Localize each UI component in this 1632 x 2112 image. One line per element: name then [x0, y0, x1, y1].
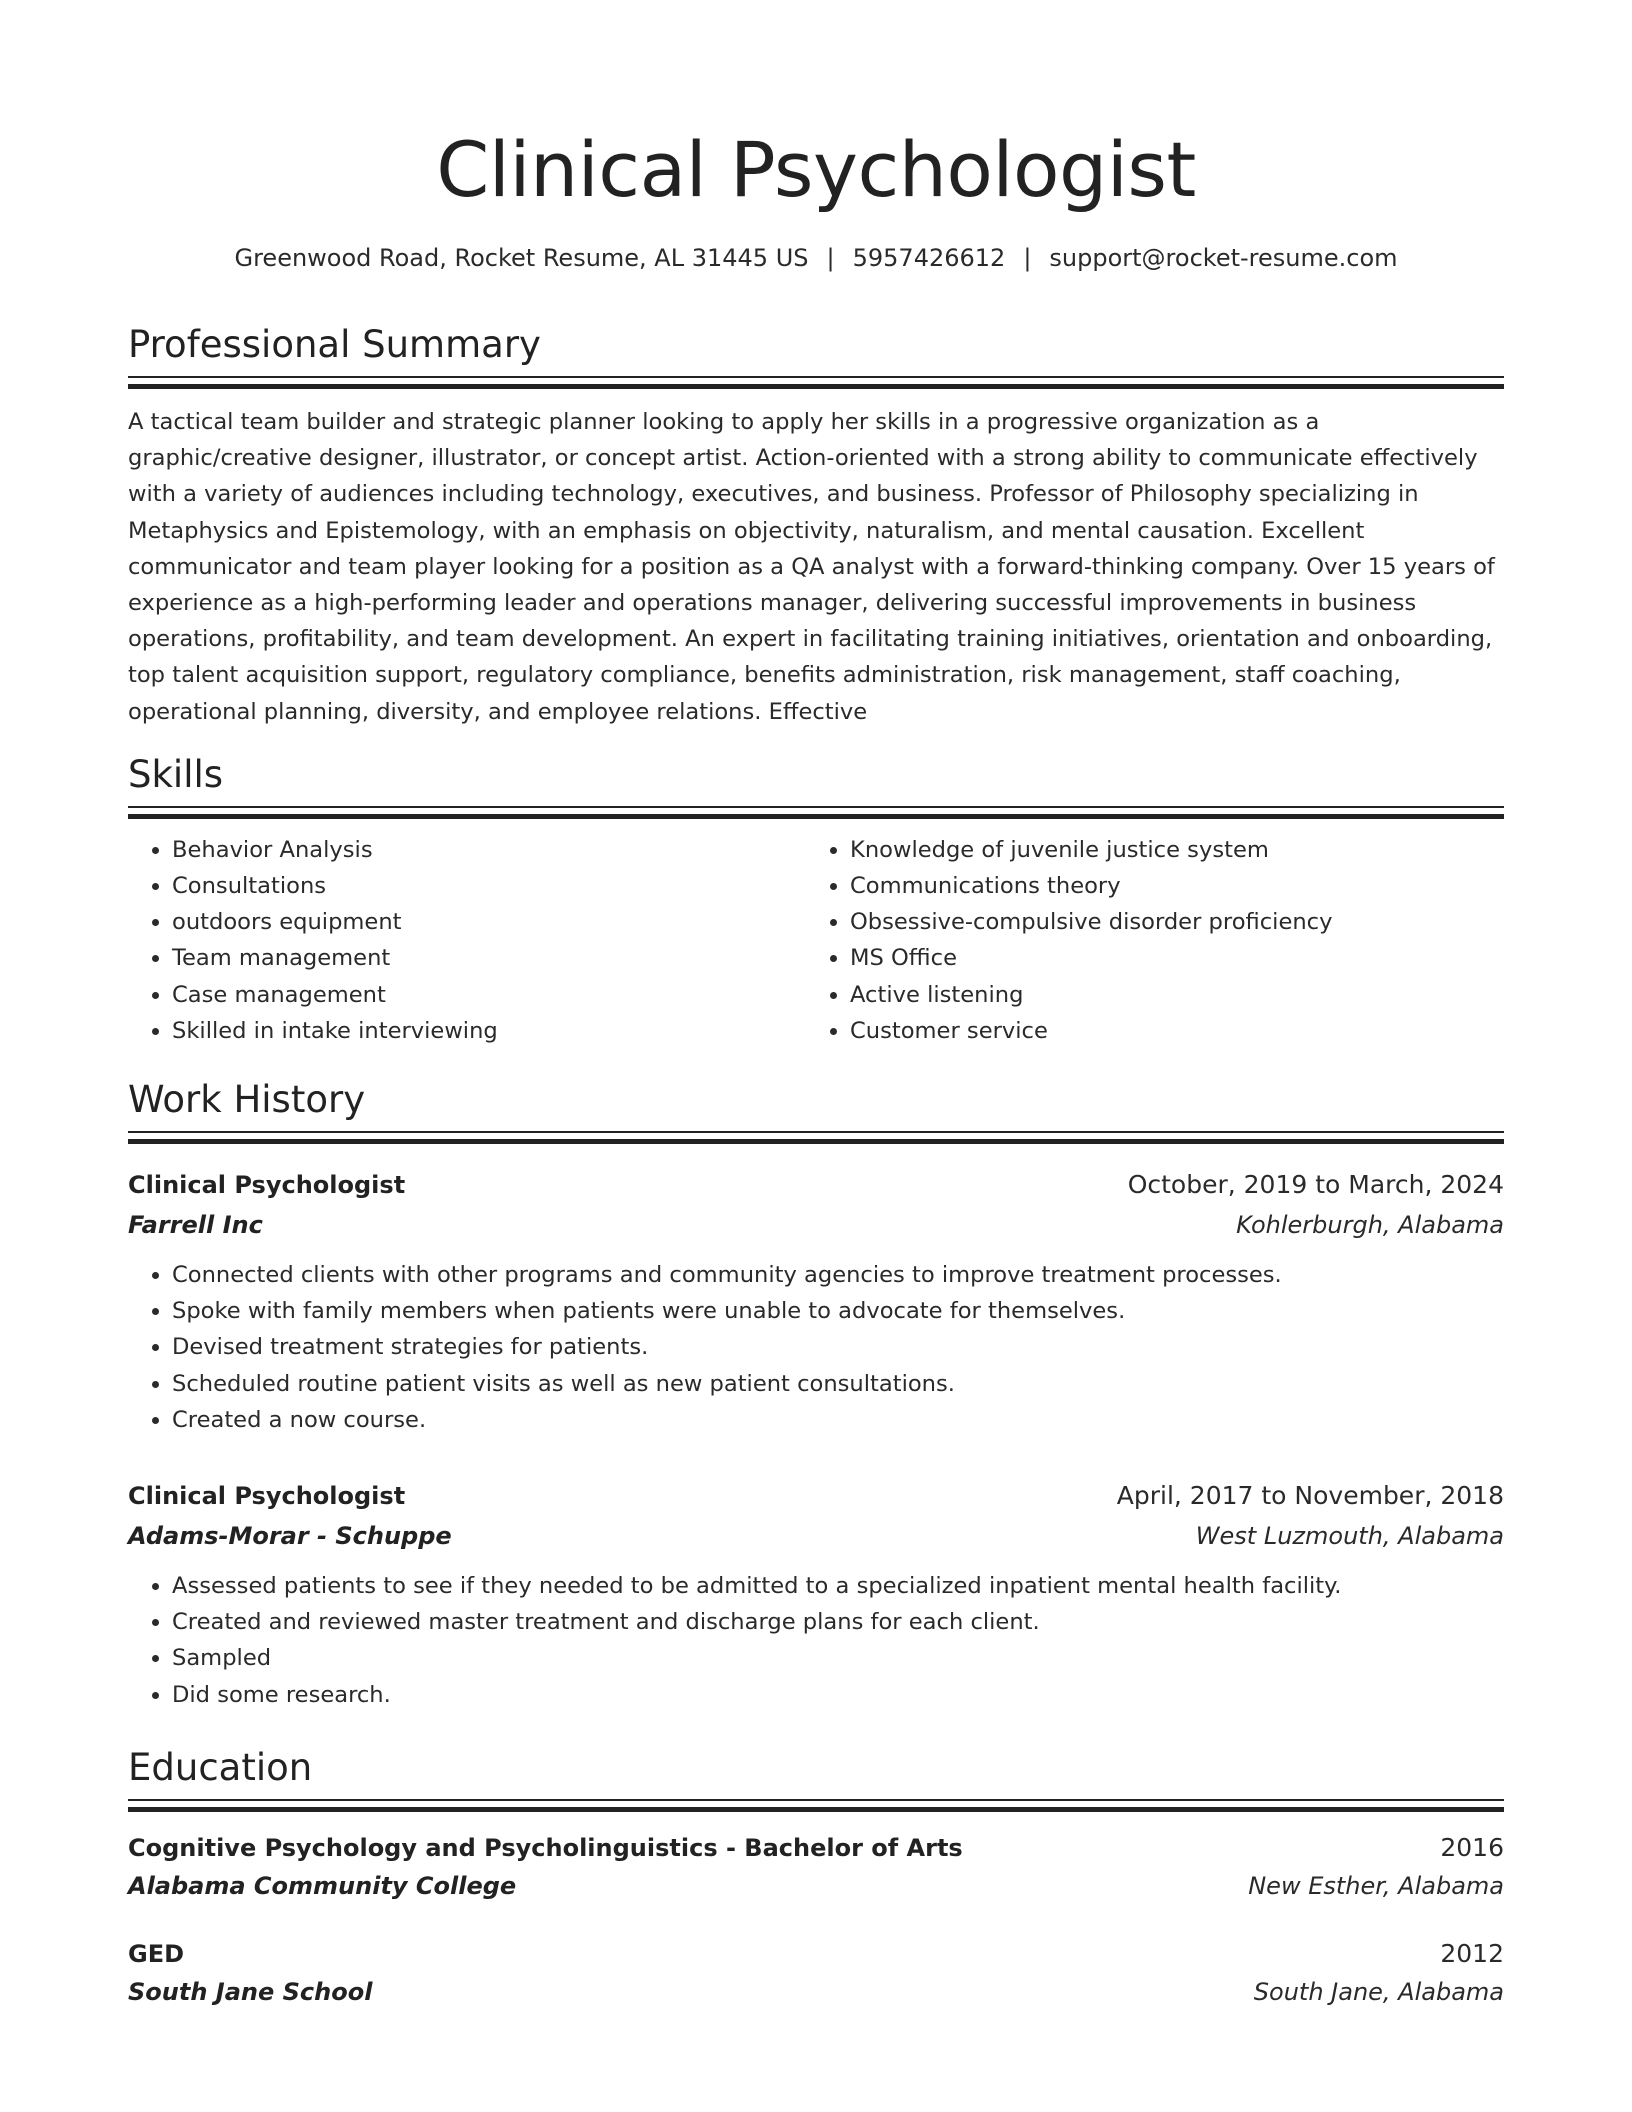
- job-bullets: [128, 1257, 1504, 1438]
- skill-item: • Behavior Analysis: [172, 832, 806, 868]
- education-location: South Jane, Alabama: [1253, 1977, 1504, 2006]
- education-school: Alabama Community College: [128, 1871, 517, 1900]
- contact-line: [128, 242, 1504, 274]
- section-title-skills: Skills: [128, 752, 224, 796]
- job-header-row: [128, 1165, 1504, 1205]
- education-school-row: [128, 1973, 1504, 2011]
- skill-item: • Active listening: [850, 977, 1484, 1013]
- education-year: 2016: [1440, 1832, 1504, 1862]
- job-location: Kohlerburgh, Alabama: [1236, 1211, 1504, 1240]
- job-company: Farrell Inc: [128, 1211, 263, 1240]
- education-year: 2012: [1440, 1938, 1504, 1968]
- job-company: Adams-Morar - Schuppe: [128, 1522, 452, 1551]
- education-school: South Jane School: [128, 1977, 373, 2006]
- education-header-row: [128, 1829, 1504, 1867]
- contact-separator: |: [826, 244, 835, 272]
- section-divider: [128, 1799, 1504, 1813]
- section-divider: [128, 1131, 1504, 1145]
- skill-item: • Consultations: [172, 868, 806, 904]
- professional-summary-section: [128, 322, 1504, 730]
- job-company-row: [128, 1516, 1504, 1556]
- work-history-section: [128, 1077, 1504, 1713]
- job-company-row: [128, 1205, 1504, 1245]
- skill-item: • Case management: [172, 977, 806, 1013]
- resume-page: [128, 0, 1504, 2011]
- skill-item: • Team management: [172, 940, 806, 976]
- job-entry: [128, 1476, 1504, 1713]
- job-location: West Luzmouth, Alabama: [1195, 1522, 1504, 1551]
- section-divider: [128, 376, 1504, 390]
- section-title-summary: Professional Summary: [128, 323, 541, 366]
- skills-section: [128, 752, 1504, 1049]
- skill-item: • Knowledge of juvenile justice system: [850, 832, 1484, 868]
- job-bullet: • Scheduled routine patient visits as well as new patient consultations.: [172, 1366, 1504, 1402]
- skill-item: • MS Office: [850, 940, 1484, 976]
- job-dates: October, 2019 to March, 2024: [1127, 1170, 1504, 1200]
- section-title-work-history: Work History: [128, 1078, 366, 1122]
- contact-separator: |: [1023, 244, 1032, 272]
- job-title: Clinical Psychologist: [128, 1171, 406, 1200]
- job-dates: April, 2017 to November, 2018: [1116, 1481, 1504, 1511]
- section-divider: [128, 806, 1504, 820]
- resume-name: Clinical Psychologist: [436, 125, 1196, 214]
- skills-column-right: [806, 832, 1484, 1049]
- skill-item: • outdoors equipment: [172, 904, 806, 940]
- education-school-row: [128, 1867, 1504, 1905]
- job-bullet: • Sampled: [172, 1640, 1504, 1676]
- job-title: Clinical Psychologist: [128, 1482, 406, 1511]
- contact-phone: 5957426612: [852, 244, 1006, 272]
- skill-item: • Obsessive-compulsive disorder proficiency: [850, 904, 1484, 940]
- skill-item: • Customer service: [850, 1013, 1484, 1049]
- job-entry: [128, 1165, 1504, 1438]
- job-bullet: • Connected clients with other programs and community agencies to improve treatment processes.: [172, 1257, 1504, 1293]
- job-bullets: [128, 1568, 1504, 1713]
- education-entry: [128, 1935, 1504, 2011]
- skills-column-left: [128, 832, 806, 1049]
- job-bullet: • Did some research.: [172, 1677, 1504, 1713]
- summary-text: A tactical team builder and strategic planner looking to apply her skills in a progressive organization as a graphic/creative designer, illustrator, or concept artist. Action-oriented with a strong ability to communicate effectively with a variety of audiences including technology, executives, and business. Professor of Philosophy specializing in Metaphysics and Epistemology, with an emphasis on objectivity, naturalism, and mental causation. Excellent communicator and team player looking for a position as a QA analyst with a forward-thinking company. Over 15 years of experience as a high-performing leader and operations manager, delivering successful improvements in business operations, profitability, and team development. An expert in facilitating training initiatives, orientation and onboarding, top talent acquisition support, regulatory compliance, benefits administration, risk management, staff coaching, operational planning, diversity, and employee relations. Effective: [128, 409, 1495, 725]
- education-location: New Esther, Alabama: [1248, 1871, 1504, 1900]
- skills-grid: [128, 832, 1504, 1049]
- skill-item: • Skilled in intake interviewing: [172, 1013, 806, 1049]
- education-entry: [128, 1829, 1504, 1905]
- job-bullet: • Created a now course.: [172, 1402, 1504, 1438]
- education-degree: Cognitive Psychology and Psycholinguistics - Bachelor of Arts: [128, 1833, 963, 1862]
- job-bullet: • Created and reviewed master treatment and discharge plans for each client.: [172, 1604, 1504, 1640]
- education-header-row: [128, 1935, 1504, 1973]
- contact-address: Greenwood Road, Rocket Resume, AL 31445 US: [234, 244, 809, 272]
- job-header-row: [128, 1476, 1504, 1516]
- job-bullet: • Devised treatment strategies for patients.: [172, 1329, 1504, 1365]
- job-bullet: • Assessed patients to see if they needed to be admitted to a specialized inpatient mental health facility.: [172, 1568, 1504, 1604]
- job-bullet: • Spoke with family members when patients were unable to advocate for themselves.: [172, 1293, 1504, 1329]
- section-title-education: Education: [128, 1745, 313, 1789]
- skill-item: • Communications theory: [850, 868, 1484, 904]
- contact-email: support@rocket-resume.com: [1049, 244, 1398, 272]
- education-degree: GED: [128, 1939, 185, 1968]
- education-section: [128, 1745, 1504, 2011]
